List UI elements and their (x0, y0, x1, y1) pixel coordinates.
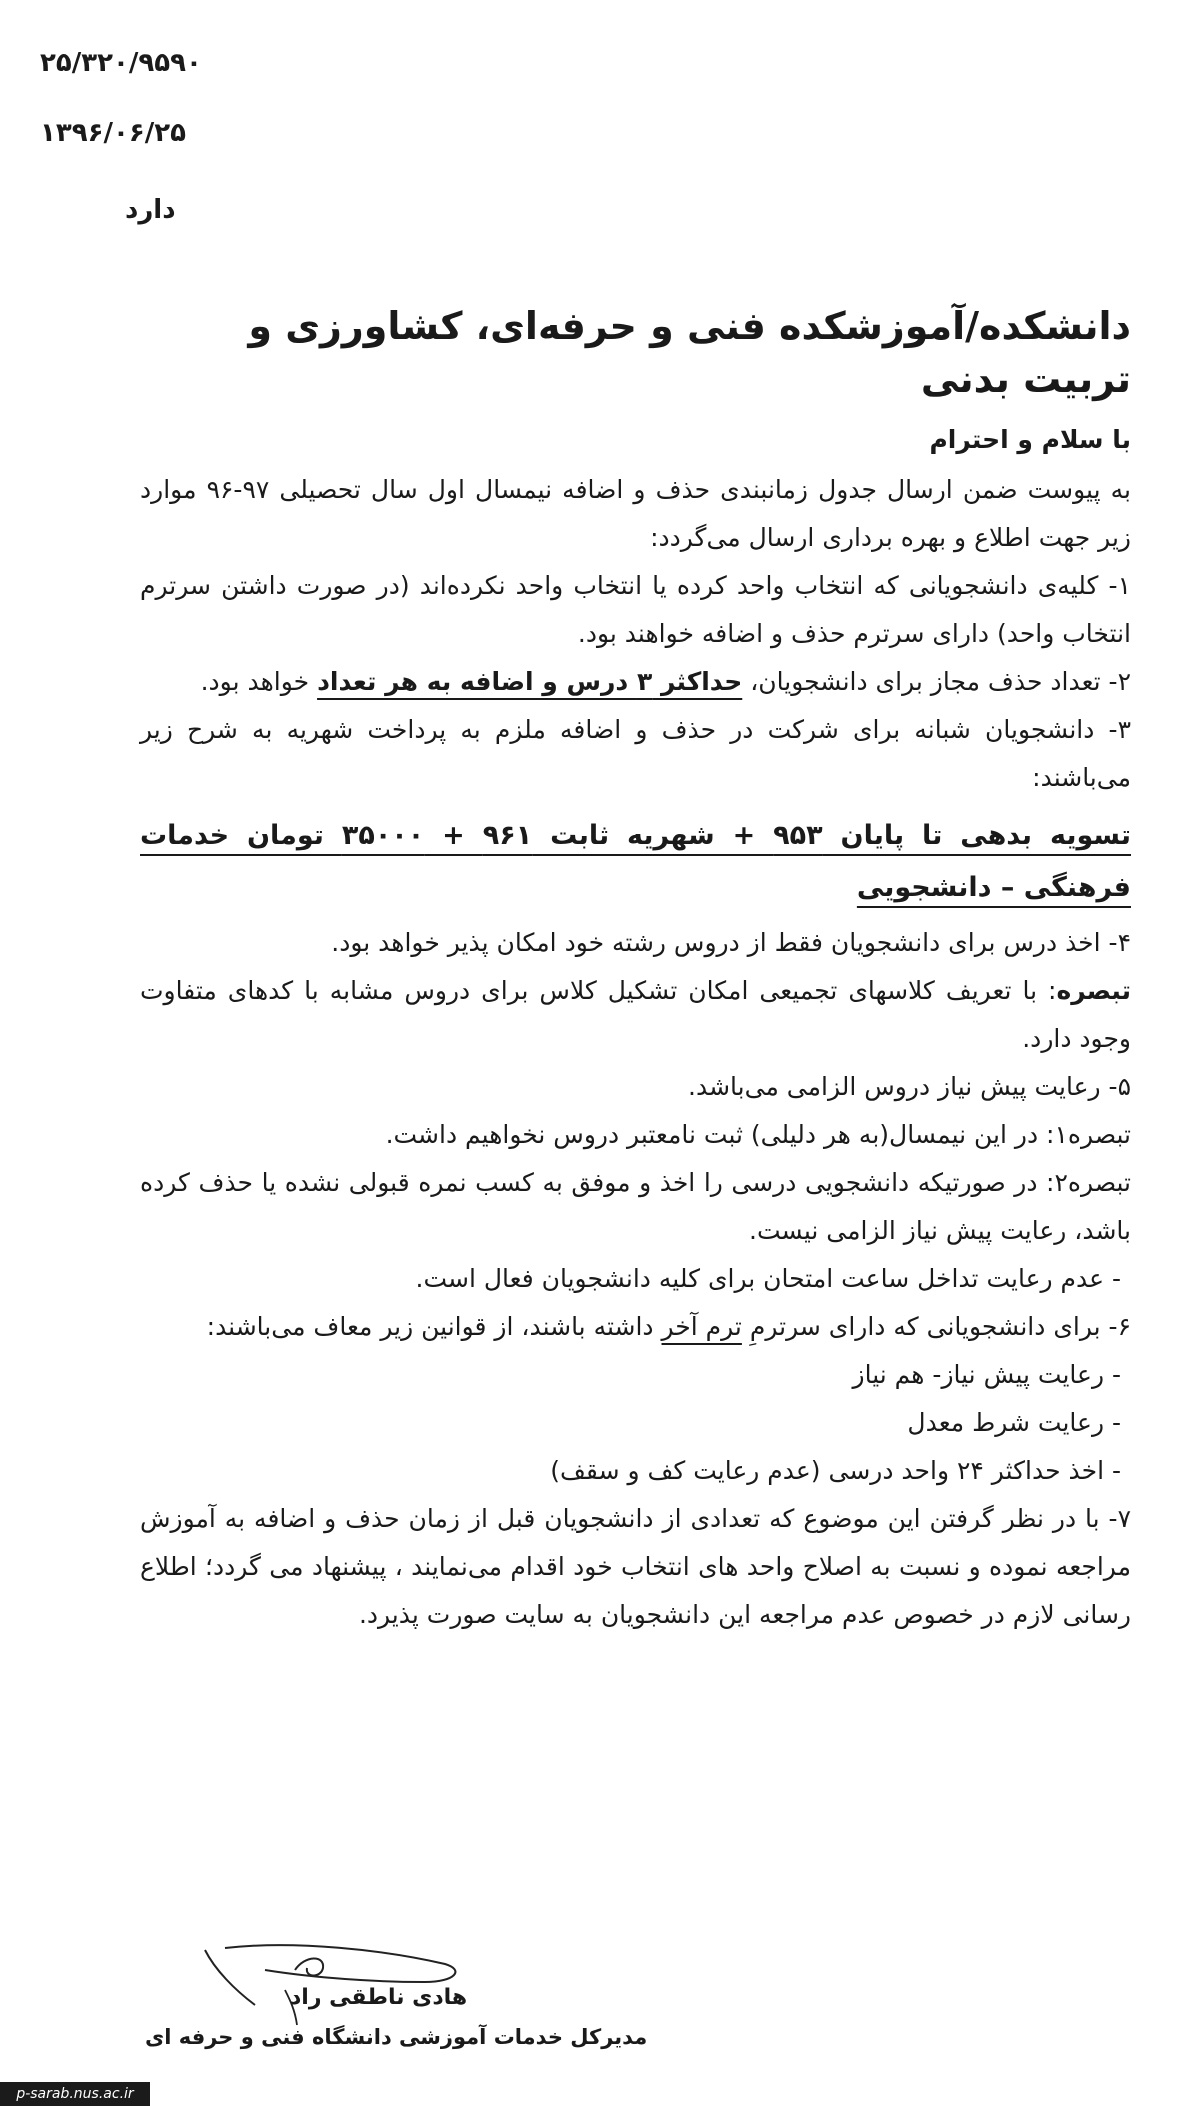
letter-number: ۲۵/۳۲۰/۹۵۹۰ (40, 48, 202, 78)
item-4: ۴- اخذ درس برای دانشجویان فقط از دروس رشته خود امکان پذیر خواهد بود. (331, 927, 1131, 957)
note-label: تبصره (1056, 975, 1131, 1005)
item-5: ۵- رعایت پیش نیاز دروس الزامی می‌باشد. (688, 1071, 1131, 1101)
signer-name: هادی ناطقی راد (290, 1985, 468, 2010)
note-2: تبصره۲: در صورتیکه دانشجویی درسی را اخذ و موفق به کسب نمره قبولی نشده یا حذف کرده باشد، رعایت پیش نیاز الزامی نیست. (140, 1167, 1131, 1245)
letter-title: دانشکده/آموزشکده فنی و حرفه‌ای، کشاورزی و تربیت بدنی (248, 304, 1131, 402)
item-3: ۳- دانشجویان شبانه برای شرکت در حذف و اضافه ملزم به پرداخت شهریه به شرح زیر می‌باشند: (140, 715, 1131, 793)
item-2-highlight: حداکثر ۳ درس و اضافه به هر تعداد (317, 667, 743, 697)
letter-attachment: دارد (125, 195, 176, 225)
letter-date: ۱۳۹۶/۰۶/۲۵ (40, 118, 186, 148)
dash-item-gpa: - رعایت شرط معدل (907, 1407, 1121, 1437)
item-2 (140, 658, 1131, 706)
signer-position: مدیرکل خدمات آموزشی دانشگاه فنی و حرفه ای (145, 2025, 648, 2049)
intro-paragraph: به پیوست ضمن ارسال جدول زمانبندی حذف و اضافه نیمسال اول سال تحصیلی ۹۷-۹۶ موارد زیر جهت اطلاع و بهره برداری ارسال می‌گردد: (140, 475, 1132, 553)
dash-item-max-units: - اخذ حداکثر ۲۴ واحد درسی (عدم رعایت کف و سقف) (550, 1455, 1121, 1485)
item-2-start: ۲- تعداد حذف مجاز برای دانشجویان، (742, 667, 1131, 697)
dash-item-exam-overlap: - عدم رعایت تداخل ساعت امتحان برای کلیه دانشجویان فعال است. (415, 1263, 1121, 1293)
item-7: ۷- با در نظر گرفتن این موضوع که تعدادی از دانشجویان قبل از زمان حذف و اضافه به آموزش مراجعه نموده و نسبت به اصلاح واحد های انتخاب خود اقدام می‌نمایند ، پیشنهاد می گردد؛ اطلاع رسانی لازم در خصوص عدم مراجعه این دانشجویان به سایت صورت پذیرد. (140, 1503, 1131, 1629)
dash-item-prereq: - رعایت پیش نیاز- هم نیاز (852, 1359, 1121, 1389)
item-6 (140, 1303, 1131, 1351)
letter-body (140, 300, 1131, 1639)
footer-watermark: p-sarab.nus.ac.ir (0, 2082, 150, 2106)
item-6-end: داشته باشند، از قوانین زیر معاف می‌باشند: (206, 1311, 662, 1341)
item-6-underlined: ترم آخر (661, 1311, 742, 1341)
note-1: تبصره۱: در این نیمسال(به هر دلیلی) ثبت نامعتبر دروس نخواهیم داشت. (385, 1119, 1131, 1149)
item-1: ۱- کلیه‌ی دانشجویانی که انتخاب واحد کرده یا انتخاب واحد نکرده‌اند (در صورت داشتن سرترم انتخاب واحد) دارای سرترم حذف و اضافه خواهند بود. (140, 571, 1131, 649)
item-2-end: خواهد بود. (200, 667, 318, 697)
item-6-start: ۶- برای دانشجویانی که دارای سرترمِ (741, 1311, 1131, 1341)
note-text: : با تعریف کلاسهای تجمیعی امکان تشکیل کلاس برای دروس مشابه با کدهای متفاوت وجود دارد. (140, 975, 1131, 1053)
fee-formula: تسویه بدهی تا پایان ۹۵۳ + شهریه ثابت ۹۶۱ + ۳۵۰۰۰ تومان خدمات فرهنگی – دانشجویی (140, 820, 1131, 903)
note-general (140, 967, 1131, 1063)
handwritten-signature (145, 1930, 545, 2100)
greeting: با سلام و احترام (929, 425, 1131, 455)
